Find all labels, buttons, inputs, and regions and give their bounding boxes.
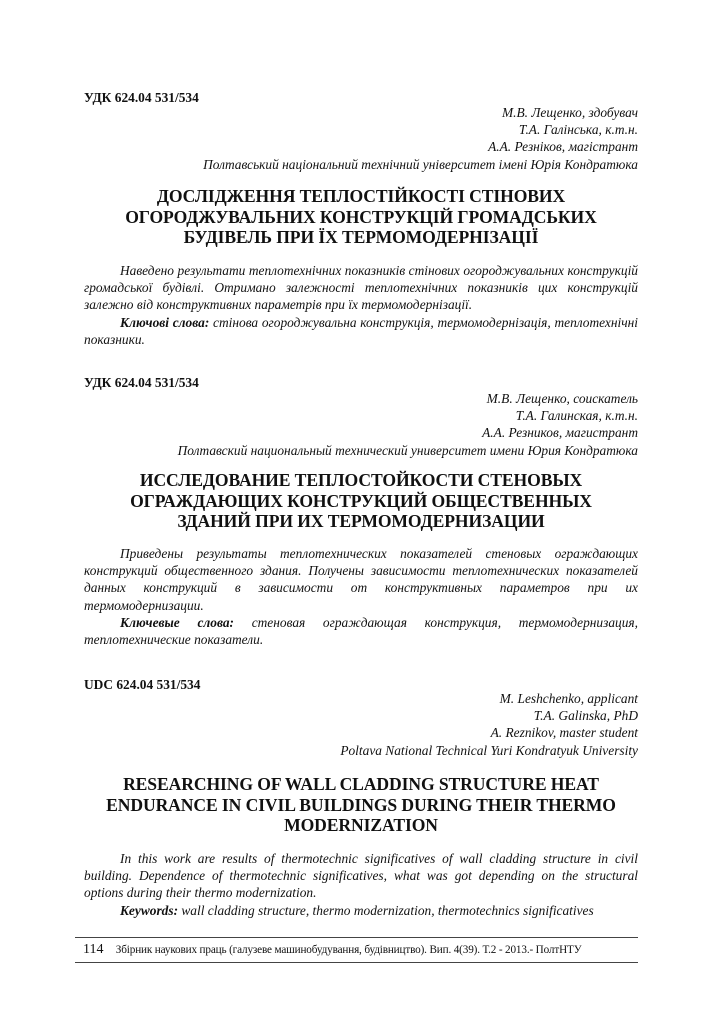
title-line: ДОСЛІДЖЕННЯ ТЕПЛОСТІЙКОСТІ СТІНОВИХ [156, 186, 566, 206]
author-line: Т.А. Галінська, к.т.н. [518, 122, 638, 138]
abstract-uk [84, 262, 638, 348]
author-line: М.В. Лещенко, здобувач [501, 105, 638, 120]
keywords-text: стінова огороджувальна конструкція, термомодернізація, теплотехнічні показники. [84, 314, 638, 347]
journal-citation: Збірник наукових праць (галузеве машинобудування, будівництво). Вип. 4(39). Т.2 - 2013.- ПолтНТУ [115, 944, 582, 956]
title-line: ОГРАЖДАЮЩИХ КОНСТРУКЦИЙ ОБЩЕСТВЕННЫХ [130, 490, 592, 511]
keywords-paragraph [84, 902, 638, 919]
keywords-text: wall cladding structure, thermo modernization, thermotechnics significatives [178, 902, 594, 918]
title-line: RESEARCHING OF WALL CLADDING STRUCTURE HEAT [123, 774, 599, 794]
title-line: ИССЛЕДОВАНИЕ ТЕПЛОСТОЙКОСТИ СТЕНОВЫХ [139, 470, 583, 490]
affiliation: Полтавский национальный технический университет имени Юрия Кондратюка [177, 442, 638, 458]
title-line: ENDURANCE IN CIVIL BUILDINGS DURING THEIR THERMO [106, 794, 616, 815]
author-line: А.А. Резніков, магістрант [488, 139, 638, 155]
title-line: ЗДАНИЙ ПРИ ИХ ТЕРМОМОДЕРНИЗАЦИИ [177, 511, 545, 531]
article-title-ru [84, 470, 638, 532]
abstract-text: In this work are results of thermotechnic significatives of wall cladding structure in civil building. Dependence of thermotechnic significatives, what was got depending on the structural options during their thermo modernization. [84, 851, 638, 901]
author-block-ru [84, 390, 638, 459]
keywords-label: Keywords: [120, 902, 179, 918]
keywords-paragraph [84, 614, 638, 648]
udc-code-ru: УДК 624.04 531/534 [84, 375, 199, 390]
footer-top-rule [75, 937, 638, 938]
abstract-en [84, 850, 638, 919]
affiliation: Полтавський національний технічний університет імені Юрія Кондратюка [203, 156, 638, 172]
udc-code-uk: УДК 624.04 531/534 [84, 90, 199, 105]
keywords-label: Ключевые слова: [120, 614, 234, 630]
author-line: A. Reznikov, master student [490, 725, 638, 741]
footer-bottom-rule [75, 962, 638, 963]
author-line: М.В. Лещенко, соискатель [486, 391, 638, 406]
author-line: T.A. Galinska, PhD [533, 708, 638, 724]
keywords-text: стеновая ограждающая конструкция, термомодернизация, теплотехнические показатели. [84, 614, 638, 648]
author-block-en [84, 690, 638, 759]
author-block-uk [84, 104, 638, 173]
page-number: 114 [83, 942, 104, 957]
author-line: M. Leshchenko, applicant [499, 691, 638, 706]
article-title-en [84, 774, 638, 836]
abstract-text: Наведено результати теплотехнічних показників стінових огороджувальних конструкцій громадської будівлі. Отримано залежності теплотехнічних показників цих конструкцій залежно від конструктивних параметрів при їх термомодернізації. [84, 263, 638, 313]
author-line: А.А. Резников, магистрант [482, 425, 638, 441]
author-line: Т.А. Галинская, к.т.н. [515, 408, 638, 424]
title-line: ОГОРОДЖУВАЛЬНИХ КОНСТРУКЦІЙ ГРОМАДСЬКИХ [125, 206, 597, 227]
keywords-label: Ключові слова: [120, 314, 210, 330]
udc-code-en: UDC 624.04 531/534 [84, 677, 201, 692]
abstract-text: Приведены результаты теплотехнических показателей стеновых ограждающих конструкций общественного здания. Получены зависимости теплотехнических показателей данных конструкций в зависимости от конструктивных параметров при их термомодернизации. [84, 546, 638, 613]
affiliation: Poltava National Technical Yuri Kondratyuk University [340, 742, 638, 758]
page-footer [75, 941, 638, 959]
title-line: БУДІВЕЛЬ ПРИ ЇХ ТЕРМОМОДЕРНІЗАЦІЇ [183, 227, 539, 247]
keywords-paragraph [84, 314, 638, 348]
title-line: MODERNIZATION [284, 815, 438, 835]
article-title-uk [84, 186, 638, 248]
abstract-ru [84, 545, 638, 648]
